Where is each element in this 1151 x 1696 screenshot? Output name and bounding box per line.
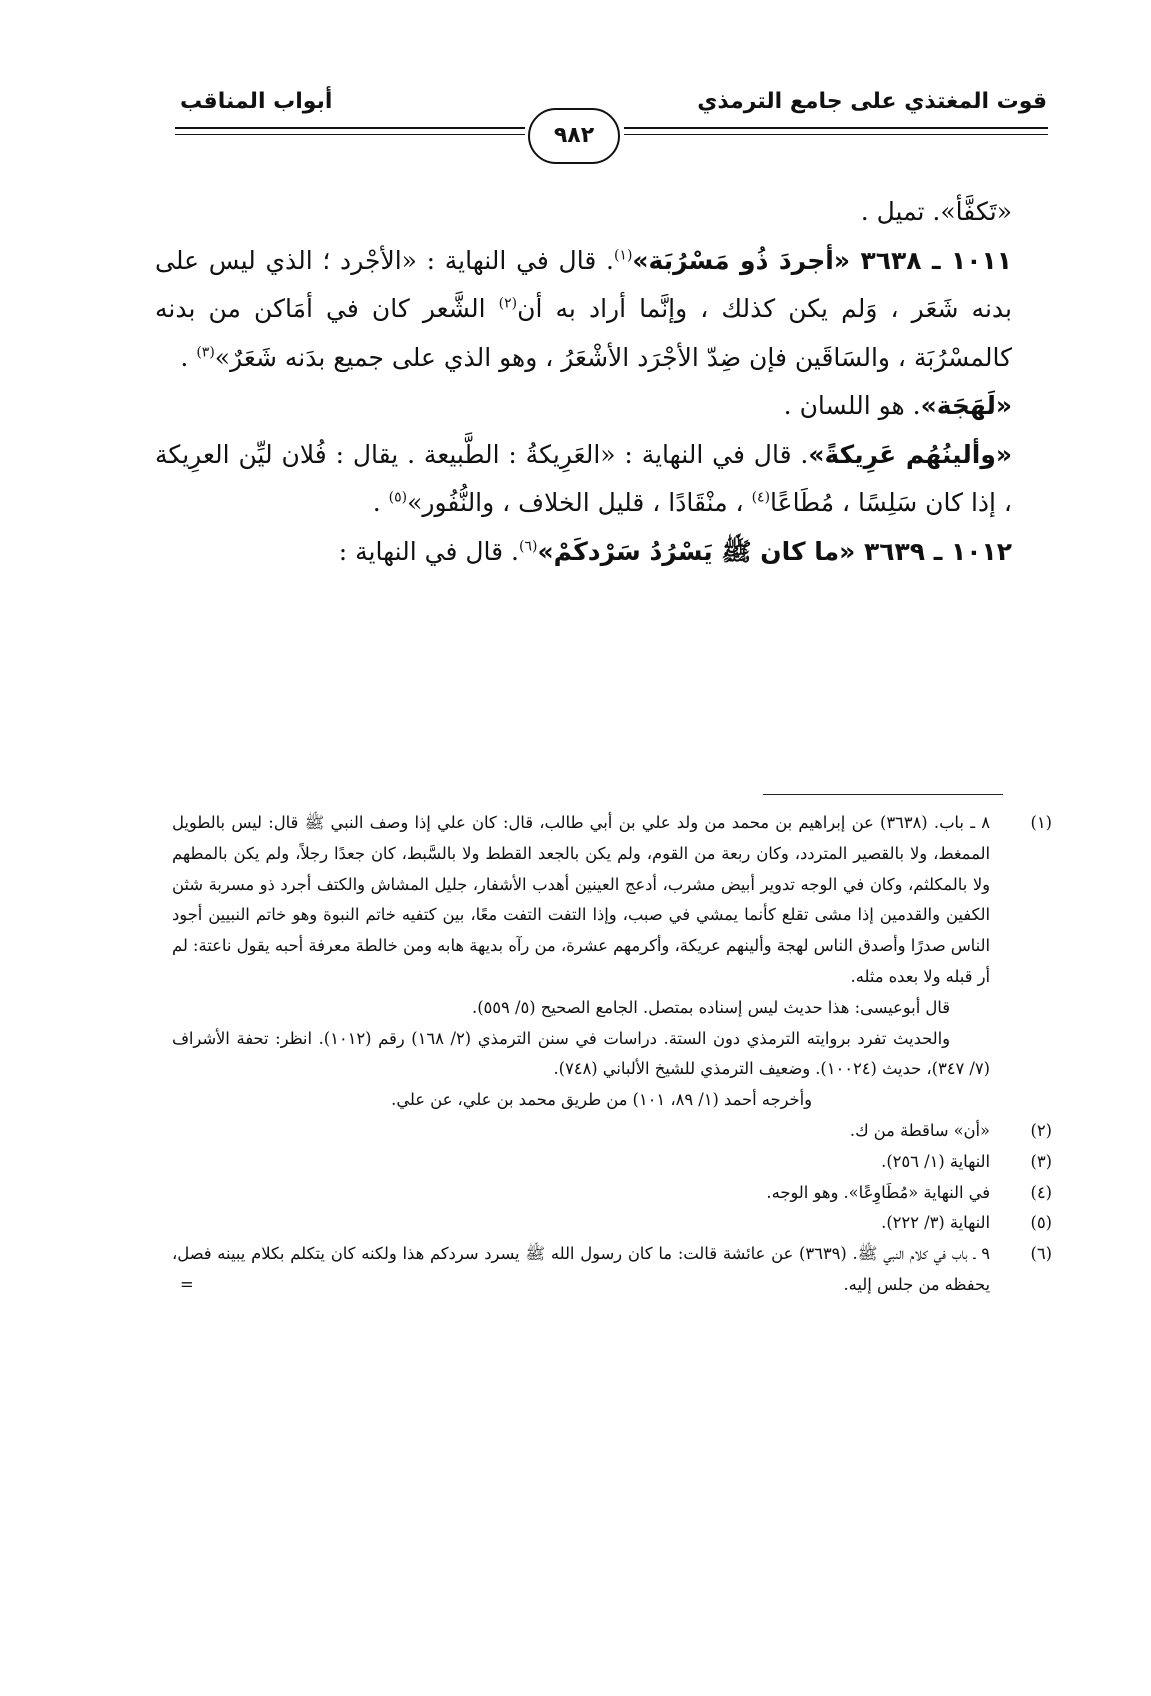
term-heading: «وألينُهُم عَرِيكةً» xyxy=(808,439,1013,469)
term-heading: «لَهَجَة» xyxy=(920,391,1012,420)
paragraph-text: . هو اللسان . xyxy=(783,391,921,420)
footnote-3 xyxy=(172,1147,1052,1178)
header-rule-left xyxy=(175,127,525,135)
footnote-4 xyxy=(172,1178,1052,1209)
footnote-1-continuation: وأخرجه أحمد (١/ ٨٩، ١٠١) من طريق محمد بن علي، عن علي. xyxy=(391,1090,812,1110)
paragraph-hadith-1012 xyxy=(155,528,1048,577)
footnote-text: ٨ ـ باب. (٣٦٣٨) عن إبراهيم بن محمد من ولد علي بن أبي طالب، قال: كان علي إذا وصف النبي ﷺ قال: ليس بالطويل الممغط، ولا بالقصير المتردد، وكان ربعة من القوم، ولم يكن بالجعد القطط ولا بالسَّبط، كان جعدًا رجلاً، ولم يكن بالمطهم ولا بالمكلثم، وكان في الوجه تدوير أبيض مشرب، أدعج العينين أهدب الأشفار، جليل المشاش والكتف أجرد ذو مسربة شثن الكفين والقدمين إذا مشى تقلع كأنما يمشي في صبب، وإذا التفت التفت معًا، بين كتفيه خاتم النبوة وهو خاتم النبيين أجود الناس صدرًا وأصدق الناس لهجة وألينهم عريكة، وأكرمهم عشرة، من رآه بديهة هابه ومن خالطة معرفة أحبه يقول ناعتة: لم أر قبله ولا بعده مثله. xyxy=(172,813,990,986)
footnote-text: النهاية (٣/ ٢٢٢). xyxy=(881,1213,990,1233)
book-title: قوت المغتذي على جامع الترمذي xyxy=(697,89,1047,114)
footnote-text: النهاية (١/ ٢٥٦). xyxy=(881,1151,990,1171)
footnote-number: (٢) xyxy=(1030,1120,1052,1140)
page-number: ٩٨٢ xyxy=(528,108,620,164)
footnote-ref: (٤) xyxy=(751,489,771,506)
footnote-text: «أن» ساقطة من ك. xyxy=(849,1120,990,1140)
footnote-text: ٩ ـ باب في كلام النبي ﷺ. (٣٦٣٩) عن عائشة قالت: ما كان رسول الله ﷺ يسرد سردكم هذا ولكنه كان يتكلم بكلام يبينه فصل، يحفظه من جلس إليه. xyxy=(172,1244,990,1294)
paragraph-text: . xyxy=(180,342,197,372)
footnote-2 xyxy=(172,1116,1052,1147)
footnote-ref: (٢) xyxy=(498,295,518,312)
footnote-1-continuation: والحديث تفرد بروايته الترمذي دون الستة. دراسات في سنن الترمذي (٢/ ١٦٨) رقم (١٠١٢). انظر: تحفة الأشراف (٧/ ٣٤٧)، حديث (١٠٠٢٤). وضعيف الترمذي للشيخ الألباني (٧٤٨). xyxy=(172,1028,990,1079)
paragraph-takaffa: «تَكفَّأ». تميل . xyxy=(860,197,1012,226)
footnote-text: في النهاية «مُطَاوِعًا». وهو الوجه. xyxy=(766,1182,990,1202)
paragraph-lahja xyxy=(155,382,1048,431)
paragraph-text: . قال في النهاية : «الأجْرد ؛ الذي ليس على بدنه شَعَر ، وَلم يكن كذلك ، وإنَّما أراد به أن xyxy=(155,245,1012,323)
footnote-ref: (١) xyxy=(613,247,633,264)
main-text xyxy=(155,188,1048,576)
hadith-heading: ١٠١١ ـ ٣٦٣٨ «أجردَ ذُو مَسْرُبَة» xyxy=(632,245,1012,275)
footnote-ref: (٥) xyxy=(388,489,408,506)
footnotes xyxy=(172,808,1052,1301)
footnote-number: (١) xyxy=(1030,813,1052,832)
paragraph-text: . قال في النهاية : xyxy=(338,536,520,566)
paragraph-text: . قال في النهاية : «العَرِيكةُ : الطَّبيعة . يقال : فُلان ليِّن العرِيكة ، إذا كان سَلِسًا ، مُطَاعًا xyxy=(155,439,1012,517)
footnote-number: (٣) xyxy=(1030,1151,1052,1171)
paragraph-areeka xyxy=(155,431,1048,528)
section-title: أبواب المناقب xyxy=(180,89,333,114)
footnote-ref: (٣) xyxy=(196,344,215,361)
footnote-number: (٤) xyxy=(1030,1182,1052,1202)
continued-mark: = xyxy=(180,1274,194,1294)
footnote-5 xyxy=(172,1208,1052,1239)
hadith-heading: ١٠١٢ ـ ٣٦٣٩ «ما كان ﷺ يَسْرُدُ سَرْدكَمْ» xyxy=(537,536,1012,566)
paragraph-text: . xyxy=(372,488,389,517)
paragraph-text: ، منْقَادًا ، قليل الخلاف ، والنُّفُور» xyxy=(407,488,752,517)
footnote-ref: (٦) xyxy=(519,538,538,555)
footnote-number: (٥) xyxy=(1030,1213,1052,1233)
footnote-number: (٦) xyxy=(1030,1244,1052,1264)
footnote-separator xyxy=(763,794,1003,795)
header-rule-right xyxy=(624,127,1048,135)
footnote-1 xyxy=(172,808,1052,993)
footnote-1-continuation: قال أبوعيسى: هذا حديث ليس إسناده بمتصل. الجامع الصحيح (٥/ ٥٥٩). xyxy=(472,997,950,1017)
paragraph-text: الشَّعر كان في أمَاكن من بدنه كالمسْرُبَة ، والسَاقَين فإن ضِدّ الأجْرَد الأشْعَرُ ، وهو الذي على جميع بدَنه شَعَرٌ» xyxy=(155,294,1012,372)
footnote-6 xyxy=(172,1239,1052,1301)
paragraph-hadith-1011 xyxy=(155,237,1048,383)
